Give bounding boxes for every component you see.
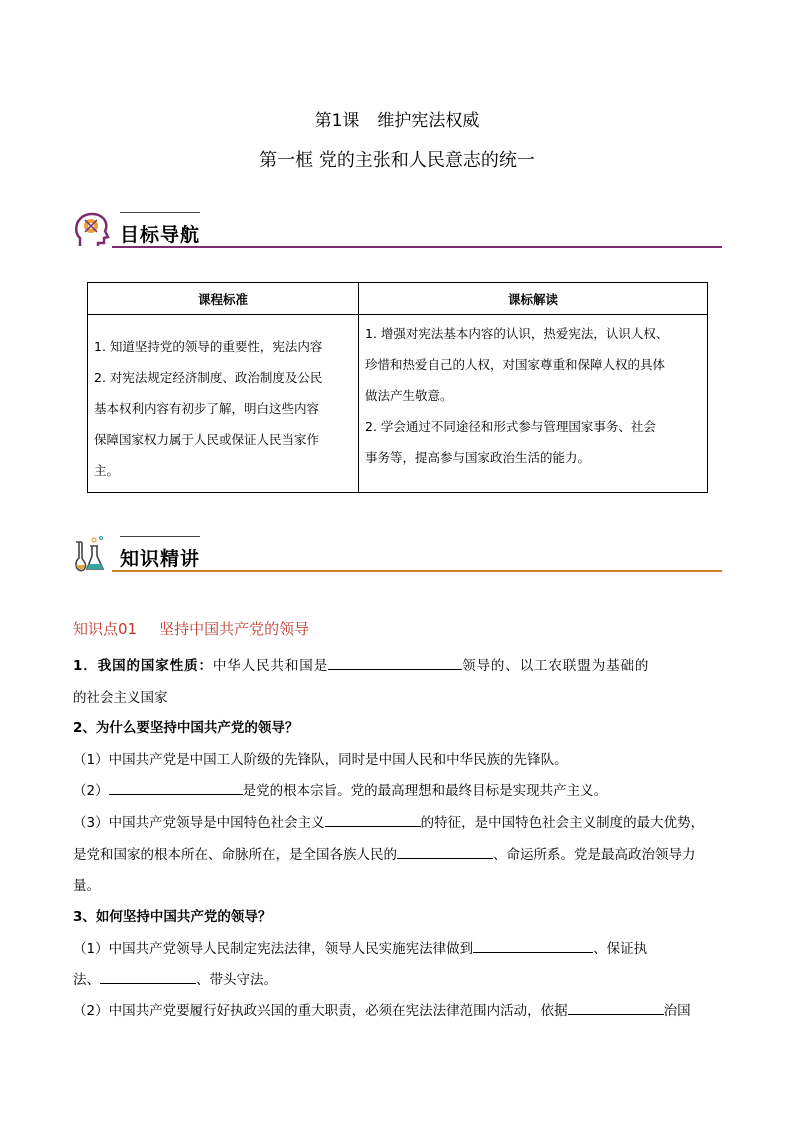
q3-item-2-text: 治国 xyxy=(663,1003,691,1019)
section-divider xyxy=(112,246,722,248)
table-header-row xyxy=(88,283,708,315)
knowledge-point-title xyxy=(73,618,309,639)
table-text-line: 珍惜和热爱自己的人权，对国家尊重和保障人权的具体 xyxy=(365,357,666,372)
section-knowledge-label: 知识精讲 xyxy=(120,548,201,570)
q2-label: 2、为什么要坚持中国共产党的领导？ xyxy=(73,720,299,736)
q3-item-1-text: 法、 xyxy=(73,972,100,988)
q2-item-3-text: 是党和国家的根本所在、命脉所在，是全国各族人民的 xyxy=(73,847,397,863)
table-row xyxy=(88,315,708,493)
q3-item-1-cont xyxy=(73,968,723,988)
q3-item-1 xyxy=(73,937,723,957)
table-text-line: 基本权利内容有初步了解，明白这些内容 xyxy=(94,401,320,416)
table-text-line: 1. 增强对宪法基本内容的认识，热爱宪法，认识人权、 xyxy=(365,326,669,341)
section-top-line xyxy=(120,212,200,213)
lesson-title xyxy=(0,106,794,131)
q2-item-3-cont xyxy=(73,843,723,863)
q2-item-3-text: 、命运所系。党是最高政治领导力 xyxy=(493,847,696,863)
lesson-number: 第1课 xyxy=(314,111,360,131)
q1-line-cont: 的社会主义国家 xyxy=(73,690,168,706)
q2-item-3-end: 量。 xyxy=(73,878,100,894)
q2-item-2-text: 是党的根本宗旨。党的最高理想和最终目标是实现共产主义。 xyxy=(242,783,608,799)
lab-flask-icon xyxy=(72,534,112,574)
q3-item-2-text: （2）中国共产党要履行好执政兴国的重大职责，必须在宪法法律范围内活动，依据 xyxy=(73,1003,568,1019)
fill-blank[interactable] xyxy=(473,938,593,953)
q1-line xyxy=(73,654,723,674)
knowledge-point-name: 坚持中国共产党的领导 xyxy=(159,620,310,638)
table-cell-interpretation xyxy=(359,315,708,493)
table-text-line: 2. 学会通过不同途径和形式参与管理国家事务、社会 xyxy=(365,419,656,434)
q2-item-3-text: （3）中国共产党领导是中国特色社会主义 xyxy=(73,815,325,831)
section-divider xyxy=(112,570,722,572)
section-top-line xyxy=(120,536,200,537)
knowledge-point-number: 知识点01 xyxy=(73,620,138,638)
lesson-subtitle: 第一框 党的主张和人民意志的统一 xyxy=(259,150,535,171)
curriculum-table xyxy=(87,282,708,493)
table-text-line: 做法产生敬意。 xyxy=(365,388,453,403)
q3-item-1-text: （1）中国共产党领导人民制定宪法法律，领导人民实施宪法律做到 xyxy=(73,941,474,957)
fill-blank[interactable] xyxy=(568,1000,664,1015)
q2-item-3-text: 的特征，是中国特色社会主义制度的最大优势， xyxy=(420,815,705,831)
q3-item-2 xyxy=(73,999,723,1019)
section-goal-header xyxy=(72,210,722,252)
table-text-line: 主。 xyxy=(94,463,120,478)
q3-item-1-text: 、保证执 xyxy=(593,941,648,957)
q1-text: 领导的、以工农联盟为基础的 xyxy=(462,658,650,674)
fill-blank[interactable] xyxy=(100,969,196,984)
q3-label: 3、如何坚持中国共产党的领导？ xyxy=(73,909,272,925)
q2-item-1: （1）中国共产党是中国工人阶级的先锋队，同时是中国人民和中华民族的先锋队。 xyxy=(73,752,568,768)
table-cell-standard xyxy=(88,315,359,493)
section-knowledge-header xyxy=(72,534,722,576)
table-text-line: 保障国家权力属于人民或保证人民当家作 xyxy=(94,432,320,447)
fill-blank[interactable] xyxy=(109,780,243,795)
table-text-line: 事务等，提高参与国家政治生活的能力。 xyxy=(365,450,591,465)
table-text-line: 2. 对宪法规定经济制度、政治制度及公民 xyxy=(94,370,323,385)
fill-blank[interactable] xyxy=(397,844,493,859)
head-brain-icon xyxy=(72,210,112,250)
table-header-interpretation: 课标解读 xyxy=(359,283,708,315)
table-header-standard: 课程标准 xyxy=(88,283,359,315)
table-text-line: 1. 知道坚持党的领导的重要性，宪法内容 xyxy=(94,339,323,354)
section-goal-label: 目标导航 xyxy=(120,224,201,246)
q3-item-1-text: 、带头守法。 xyxy=(196,972,277,988)
fill-blank[interactable] xyxy=(325,812,421,827)
q2-item-2-num: （2） xyxy=(73,783,109,799)
q1-text: 中华人民共和国是 xyxy=(212,658,329,674)
fill-blank[interactable] xyxy=(328,655,462,670)
lesson-name: 维护宪法权威 xyxy=(377,111,480,131)
q1-label: 1．我国的国家性质： xyxy=(73,658,213,674)
q2-item-3 xyxy=(73,811,723,831)
q2-item-2 xyxy=(73,779,723,799)
